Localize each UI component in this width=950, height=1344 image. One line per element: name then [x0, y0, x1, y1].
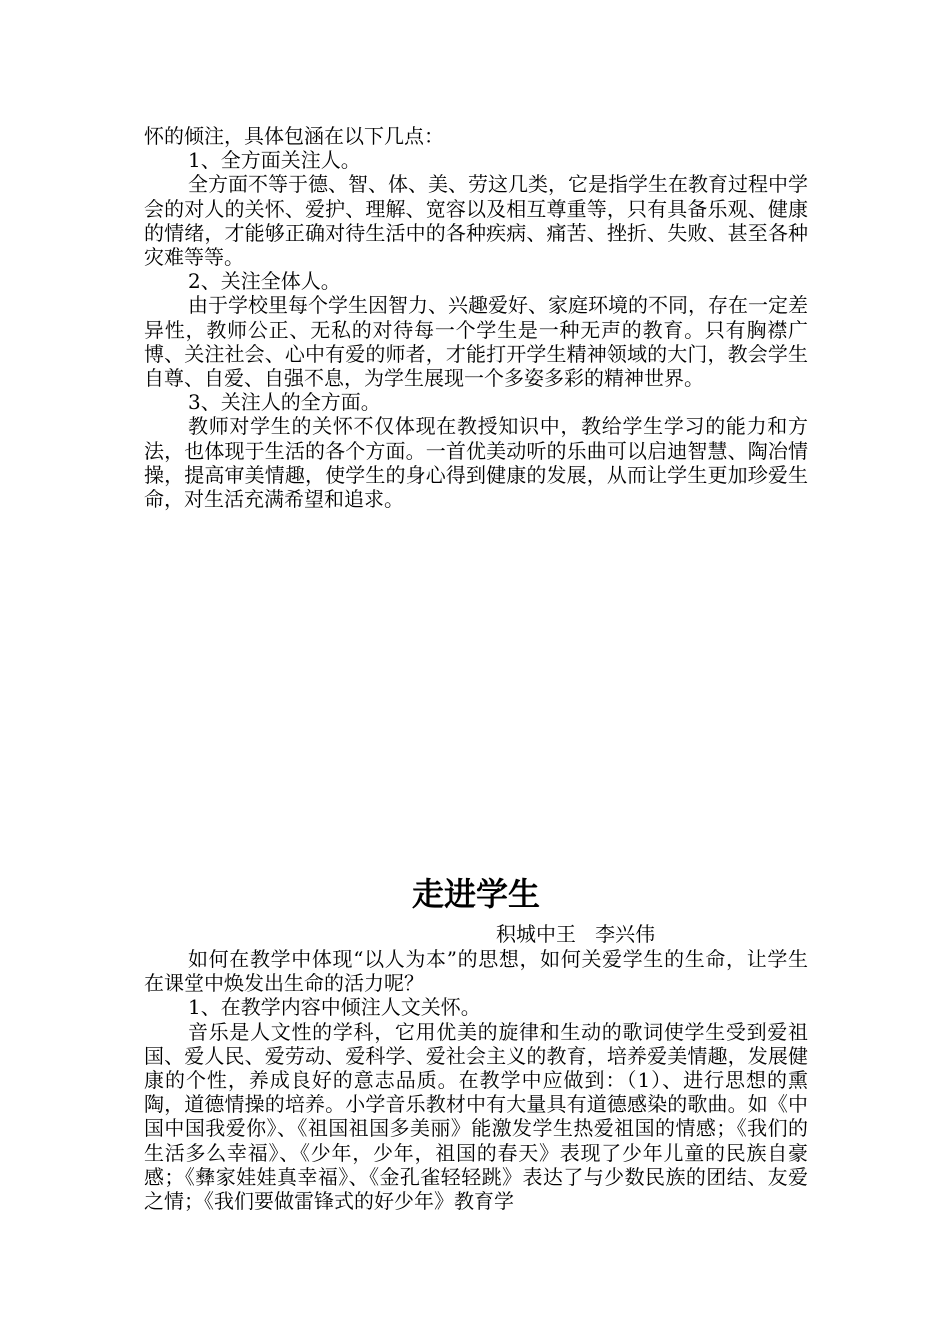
- point-heading-1: 1、在教学内容中倾注人文关怀。: [188, 995, 481, 1020]
- point-heading-1: 1、全方面关注人。: [188, 148, 361, 173]
- point-heading-3: 3、关注人的全方面。: [188, 390, 381, 415]
- paragraph: 如何在教学中体现“以人为本”的思想，如何关爱学生的生命，让学生在课堂中焕发出生命的活力呢？: [144, 947, 808, 996]
- article-body: [144, 947, 808, 1213]
- paragraph: 音乐是人文性的学科，它用优美的旋律和生动的歌词使学生受到爱祖国、爱人民、爱劳动、爱科学、爱社会主义的教育，培养爱美情趣，发展健康的个性，养成良好的意志品质。在教学中应做到：（1）、进行思想的熏陶，道德情操的培养。小学音乐教材中有大量具有道德感染的歌曲。如《中国中国我爱你》、《祖国祖国多美丽》能激发学生热爱祖国的情感；《我们的生活多么幸福》、《少年，少年，祖国的春天》表现了少年儿童的民族自豪感；《彝家娃娃真幸福》、《金孔雀轻轻跳》表达了与少数民族的团结、友爱之情；《我们要做雷锋式的好少年》教育学: [144, 1019, 808, 1214]
- paragraph: 由于学校里每个学生因智力、兴趣爱好、家庭环境的不同，存在一定差异性，教师公正、无私的对待每一个学生是一种无声的教育。只有胸襟广博、关注社会、心中有爱的师者，才能打开学生精神领域的大门，教会学生自尊、自爱、自强不息，为学生展现一个多姿多彩的精神世界。: [144, 293, 808, 391]
- paragraph-continuation: 怀的倾注，具体包涵在以下几点：: [144, 124, 444, 148]
- paragraph: 教师对学生的关怀不仅体现在教授知识中，教给学生学习的能力和方法，也体现于生活的各个方面。一首优美动听的乐曲可以启迪智慧、陶冶情操，提高审美情趣，使学生的身心得到健康的发展，从而让学生更加珍爱生命，对生活充满希望和追求。: [144, 414, 808, 512]
- previous-article-continuation: [144, 124, 808, 511]
- paragraph: 全方面不等于德、智、体、美、劳这几类，它是指学生在教育过程中学会的对人的关怀、爱护、理解、宽容以及相互尊重等，只有具备乐观、健康的情绪，才能够正确对待生活中的各种疾病、痛苦、挫折、失败、甚至各种灾难等等。: [144, 172, 808, 270]
- point-heading-2: 2、关注全体人。: [188, 269, 341, 294]
- article-title: 走进学生: [411, 875, 540, 913]
- article-author: 积城中王 李兴伟: [496, 922, 656, 946]
